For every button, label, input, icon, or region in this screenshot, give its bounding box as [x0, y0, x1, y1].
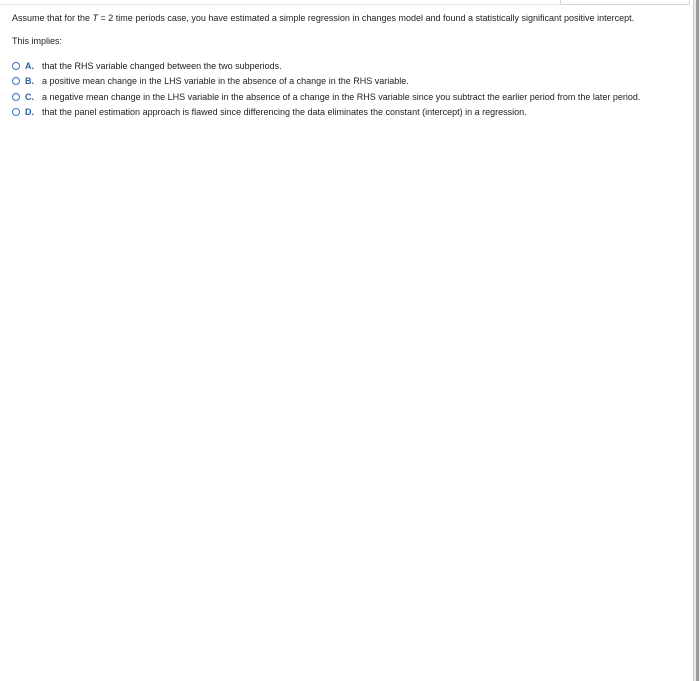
question-suffix: = 2 time periods case, you have estimated a simple regression in changes model and found a statistically significant positive intercept. [98, 13, 635, 23]
choice-c-letter: C. [25, 91, 34, 102]
choice-b-text: a positive mean change in the LHS variable in the absence of a change in the RHS variable. [42, 76, 409, 87]
choice-a-letter: A. [25, 60, 34, 71]
choice-a[interactable] [12, 58, 688, 74]
radio-b-icon[interactable] [12, 77, 20, 85]
choice-b-letter: B. [25, 76, 34, 87]
choice-d[interactable] [12, 105, 688, 121]
scrollbar-thumb[interactable] [696, 0, 699, 681]
answer-choices [12, 58, 688, 120]
scrollbar-track[interactable] [693, 0, 700, 681]
choice-c[interactable] [12, 89, 688, 105]
radio-c-icon[interactable] [12, 93, 20, 101]
question-content [12, 12, 688, 120]
choice-d-text: that the panel estimation approach is flawed since differencing the data eliminates the constant (intercept) in a regression. [42, 107, 527, 118]
question-text [12, 12, 688, 25]
choice-a-text: that the RHS variable changed between the two subperiods. [42, 60, 282, 71]
radio-a-icon[interactable] [12, 62, 20, 70]
question-variable: T [92, 13, 99, 23]
question-prefix: Assume that for the [12, 13, 93, 23]
choice-b[interactable] [12, 74, 688, 90]
implies-label: This implies: [12, 36, 63, 46]
radio-d-icon[interactable] [12, 108, 20, 116]
choice-c-text: a negative mean change in the LHS variable in the absence of a change in the RHS variable since you subtract the earlier period from the later period. [42, 91, 641, 102]
choice-d-letter: D. [25, 107, 34, 118]
top-tab [560, 0, 690, 5]
